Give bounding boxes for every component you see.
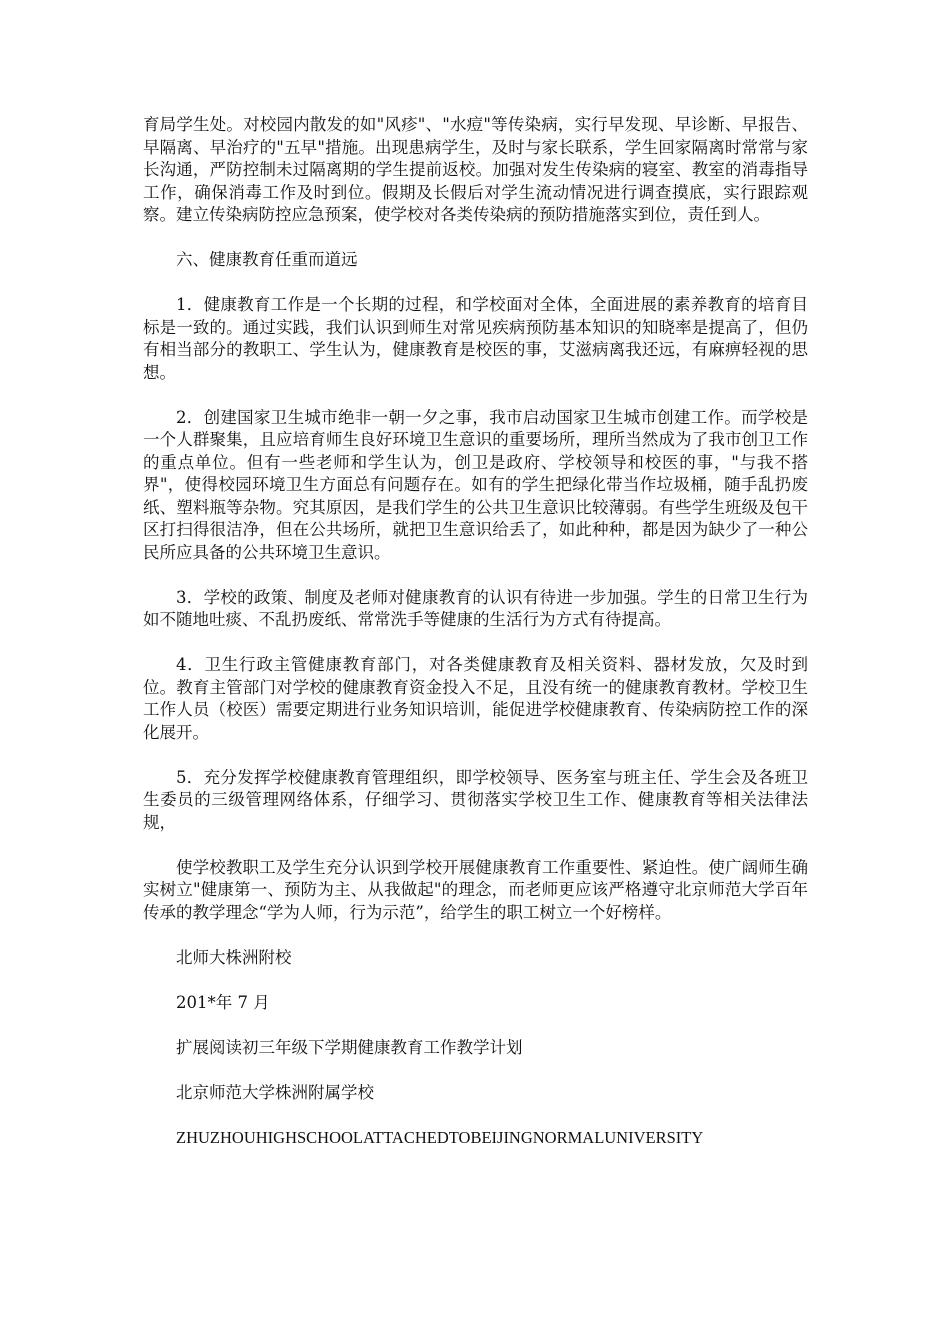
paragraph-item-3: 3．学校的政策、制度及老师对健康教育的认识有待进一步加强。学生的日常卫生行为如不随地吐痰、不乱扔废纸、常常洗手等健康的生活行为方式有待提高。: [143, 587, 808, 629]
paragraph-disease-control: 育局学生处。对校园内散发的如"风疹"、"水痘"等传染病，实行早发现、早诊断、早报告、早隔离、早治疗的"五早"措施。出现患病学生，及时与家长联系，学生回家隔离时常常与家长沟通，严防控制未过隔离期的学生提前返校。加强对发生传染病的寝室、教室的消毒指导工作，确保消毒工作及时到位。假期及长假后对学生流动情况进行调查摸底，实行跟踪观察。建立传染病防控应急预案，使学校对各类传染病的预防措施落实到位，责任到人。: [143, 115, 808, 224]
document-page: [143, 114, 808, 1172]
paragraph-item-2: 2．创建国家卫生城市绝非一朝一夕之事，我市启动国家卫生城市创建工作。而学校是一个人群聚集，且应培育师生良好环境卫生意识的重要场所，理所当然成为了我市创卫工作的重点单位。但有一些老师和学生认为，创卫是政府、学校领导和校医的事，"与我不搭界"，使得校园环境卫生方面总有问题存在。如有的学生把绿化带当作垃圾桶，随手乱扔废纸、塑料瓶等杂物。究其原因，是我们学生的公共卫生意识比较薄弱。有些学生班级及包干区打扫得很洁净，但在公共场所，就把卫生意识给丢了，如此种种，都是因为缺少了一种公民所应具备的公共环境卫生意识。: [143, 407, 808, 562]
signature-school: 北师大株洲附校: [176, 947, 292, 967]
section-heading-six: 六、健康教育任重而道远: [176, 250, 358, 269]
paragraph-item-5: 5．充分发挥学校健康教育管理组织，即学校领导、医务室与班主任、学生会及各班卫生委员的三级管理网络体系，仔细学习、贯彻落实学校卫生工作、健康教育等相关法律法规，: [143, 767, 808, 832]
paragraph-item-4: 4．卫生行政主管健康教育部门，对各类健康教育及相关资料、器材发放，欠及时到位。教育主管部门对学校的健康教育资金投入不足，且没有统一的健康教育教材。学校卫生工作人员（校医）需要定期进行业务知识培训，能促进学校健康教育、传染病防控工作的深化展开。: [143, 655, 808, 742]
paragraph-item-1: 1．健康教育工作是一个长期的过程，和学校面对全体，全面进展的素养教育的培育目标是一致的。通过实践，我们认识到师生对常见疾病预防基本知识的知晓率是提高了，但仍有相当部分的教职工、学生认为，健康教育是校医的事，艾滋病离我还远，有麻痹轻视的思想。: [143, 295, 808, 382]
school-name-english: ZHUZHOUHIGHSCHOOLATTACHEDTOBEIJINGNORMALUNIVERSITY: [176, 1127, 704, 1147]
signature-date: 201*年 7 月: [176, 992, 270, 1012]
paragraph-conclusion: 使学校教职工及学生充分认识到学校开展健康教育工作重要性、紧迫性。使广阔师生确实树立"健康第一、预防为主、从我做起"的理念，而老师更应该严格遵守北京师范大学百年传承的教学理念“学为人师，行为示范”，给学生的职工树立一个好榜样。: [143, 857, 808, 922]
extended-reading-title: 扩展阅读初三年级下学期健康教育工作教学计划: [176, 1037, 523, 1057]
school-name-chinese: 北京师范大学株洲附属学校: [176, 1082, 374, 1102]
